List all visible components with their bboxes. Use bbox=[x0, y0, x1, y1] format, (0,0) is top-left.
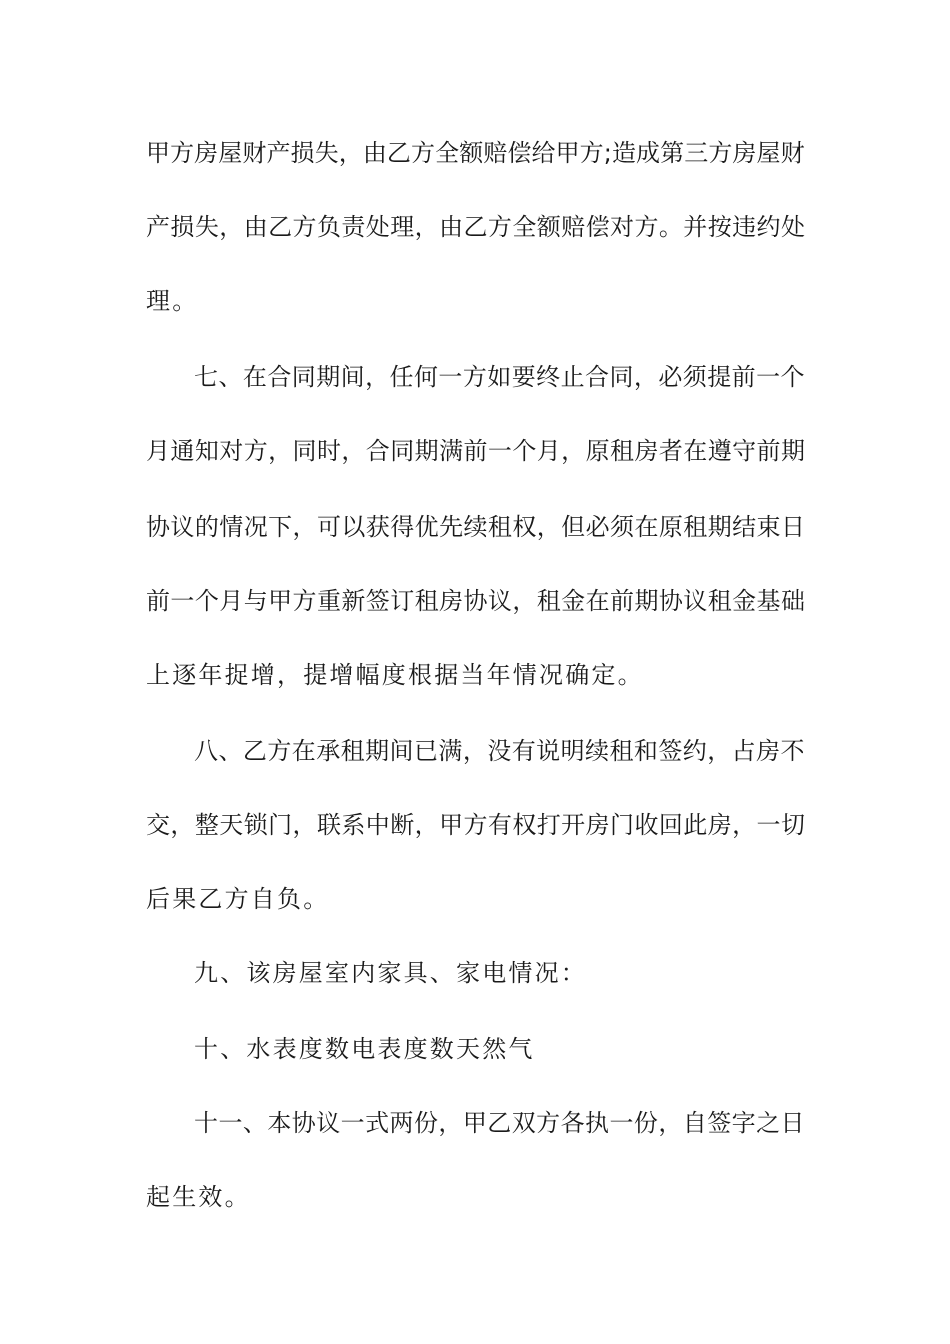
text-line: 产损失，由乙方负责处理，由乙方全额赔偿对方。并按违约处 bbox=[146, 213, 806, 241]
paragraph-8-start: 八、乙方在承租期间已满，没有说明续租和签约，占房不 bbox=[194, 737, 805, 765]
text-line: 交，整天锁门，联系中断，甲方有权打开房门收回此房，一切 bbox=[146, 811, 806, 839]
text-line: 上逐年捉增，提增幅度根据当年情况确定。 bbox=[146, 661, 644, 689]
text-line: 后果乙方自负。 bbox=[146, 885, 330, 913]
text-line: 起生效。 bbox=[146, 1183, 251, 1211]
text-line: 月通知对方，同时，合同期满前一个月，原租房者在遵守前期 bbox=[146, 437, 806, 465]
paragraph-7-start: 七、在合同期间，任何一方如要终止合同，必须提前一个 bbox=[194, 363, 805, 391]
text-line: 理。 bbox=[146, 287, 199, 315]
paragraph-9: 九、该房屋室内家具、家电情况： bbox=[194, 959, 587, 987]
text-line: 甲方房屋财产损失，由乙方全额赔偿给甲方;造成第三方房屋财 bbox=[146, 139, 805, 167]
text-line: 前一个月与甲方重新签订租房协议，租金在前期协议租金基础 bbox=[146, 587, 806, 615]
paragraph-11-start: 十一、本协议一式两份，甲乙双方各执一份，自签字之日 bbox=[194, 1109, 805, 1137]
paragraph-10: 十、水表度数电表度数天然气 bbox=[194, 1035, 535, 1063]
text-line: 协议的情况下，可以获得优先续租权，但必须在原租期结束日 bbox=[146, 513, 806, 541]
